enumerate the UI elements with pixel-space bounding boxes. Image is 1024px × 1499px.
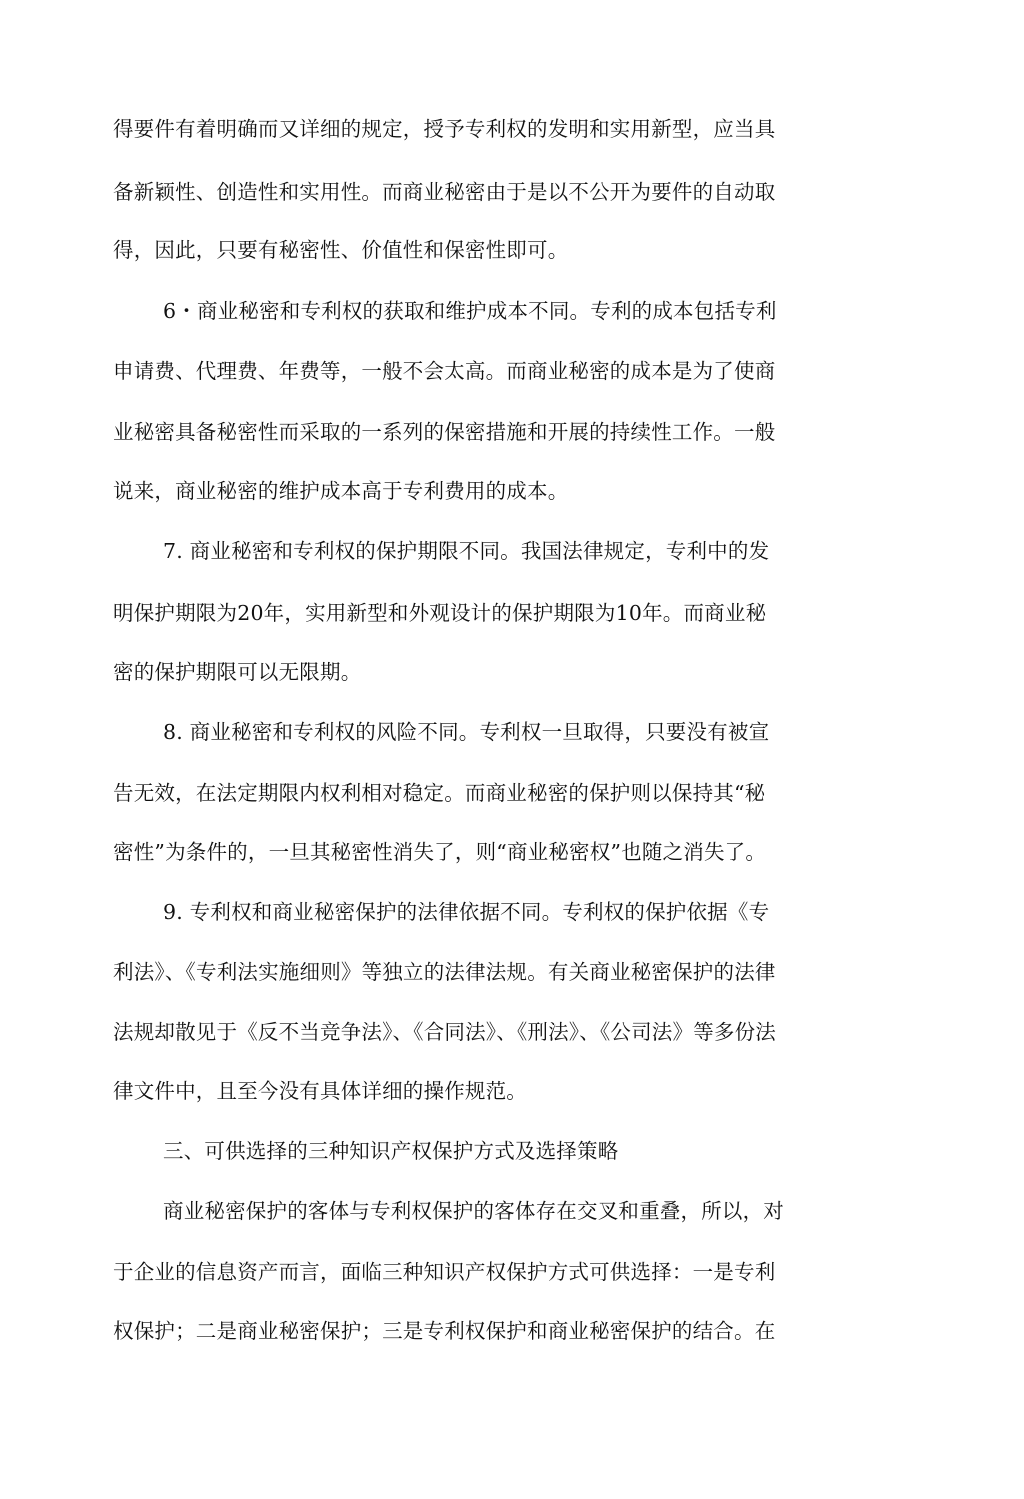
text-line: 法规却散见于《反不当竞争法》、《合同法》、《刑法》、《公司法》等多份法 bbox=[113, 1020, 776, 1044]
text-line: 告无效，在法定期限内权利相对稳定。而商业秘密的保护则以保持其“秘 bbox=[113, 781, 766, 805]
section-heading: 三、可供选择的三种知识产权保护方式及选择策略 bbox=[163, 1139, 619, 1163]
text-line: 明保护期限为20年，实用新型和外观设计的保护期限为10年。而商业秘 bbox=[113, 601, 767, 625]
text-line: 权保护；二是商业秘密保护；三是专利权保护和商业秘密保护的结合。在 bbox=[113, 1319, 776, 1343]
paragraph-first-line: 9. 专利权和商业秘密保护的法律依据不同。专利权的保护依据《专 bbox=[163, 900, 770, 924]
paragraph-first-line: 7. 商业秘密和专利权的保护期限不同。我国法律规定，专利中的发 bbox=[163, 539, 770, 563]
text-line: 密的保护期限可以无限期。 bbox=[113, 660, 362, 684]
text-line: 密性”为条件的，一旦其秘密性消失了，则“商业秘密权”也随之消失了。 bbox=[113, 840, 767, 864]
paragraph-first-line: 8. 商业秘密和专利权的风险不同。专利权一旦取得，只要没有被宣 bbox=[163, 720, 770, 744]
text-line: 利法》、《专利法实施细则》等独立的法律法规。有关商业秘密保护的法律 bbox=[113, 960, 776, 984]
text-line: 得要件有着明确而又详细的规定，授予专利权的发明和实用新型，应当具 bbox=[113, 117, 776, 141]
text-line: 于企业的信息资产而言，面临三种知识产权保护方式可供选择：一是专利 bbox=[113, 1260, 776, 1284]
paragraph-first-line: 商业秘密保护的客体与专利权保护的客体存在交叉和重叠，所以，对 bbox=[163, 1199, 784, 1223]
text-line: 业秘密具备秘密性而采取的一系列的保密措施和开展的持续性工作。一般 bbox=[113, 420, 776, 444]
text-line: 申请费、代理费、年费等，一般不会太高。而商业秘密的成本是为了使商 bbox=[113, 359, 776, 383]
text-line: 说来，商业秘密的维护成本高于专利费用的成本。 bbox=[113, 479, 569, 503]
text-line: 得，因此，只要有秘密性、价值性和保密性即可。 bbox=[113, 238, 569, 262]
text-line: 备新颖性、创造性和实用性。而商业秘密由于是以不公开为要件的自动取 bbox=[113, 180, 776, 204]
text-line: 律文件中，且至今没有具体详细的操作规范。 bbox=[113, 1079, 527, 1103]
paragraph-first-line: 6・商业秘密和专利权的获取和维护成本不同。专利的成本包括专利 bbox=[163, 299, 777, 323]
